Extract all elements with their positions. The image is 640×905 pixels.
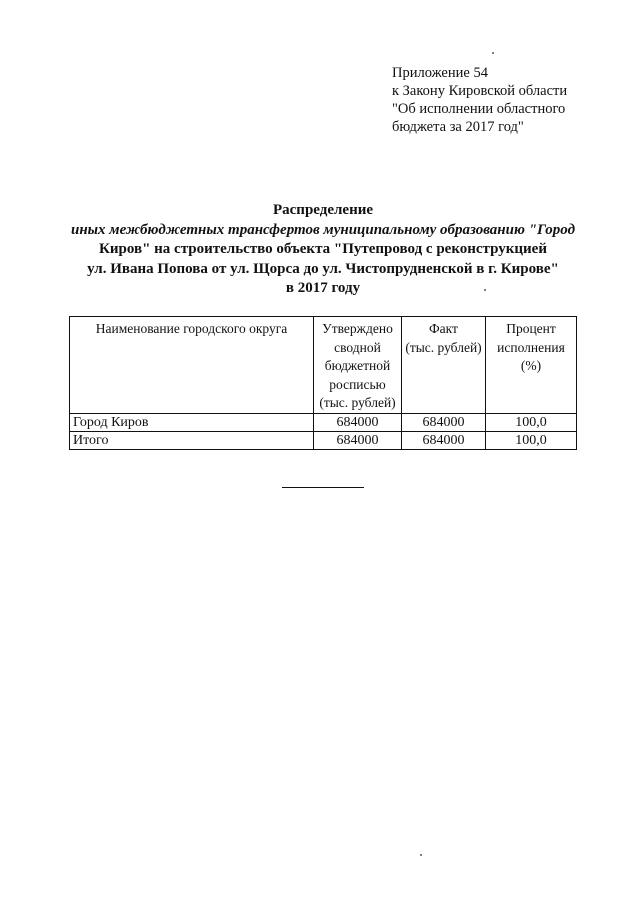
- scan-speck: [492, 52, 494, 54]
- cell-approved: 684000: [314, 413, 402, 431]
- header-fact: Факт (тыс. рублей): [402, 317, 486, 414]
- appendix-number: Приложение 54: [392, 65, 488, 81]
- title-line-4: ул. Ивана Попова от ул. Щорса до ул. Чистопрудненской в г. Кирове": [87, 260, 559, 277]
- table-header-row: [70, 317, 577, 414]
- header-percent: Процент исполнения (%): [486, 317, 577, 414]
- title-line-5: в 2017 году: [285, 280, 361, 296]
- scan-speck: [420, 854, 422, 856]
- cell-name: Город Киров: [70, 413, 314, 431]
- scan-speck: [484, 289, 486, 291]
- table-row: [70, 413, 577, 431]
- header-approved: Утверждено сводной бюджетной росписью (тыс. рублей): [314, 317, 402, 414]
- cell-percent: 100,0: [486, 413, 577, 431]
- cell-percent: 100,0: [486, 431, 577, 449]
- table-total-row: [70, 431, 577, 449]
- document-title: [40, 201, 606, 299]
- cell-approved: 684000: [314, 431, 402, 449]
- header-district-name: Наименование городского округа: [70, 317, 314, 414]
- distribution-table: [69, 316, 577, 450]
- appendix-header: [392, 64, 632, 136]
- cell-name: Итого: [70, 431, 314, 449]
- title-line-2: иных межбюджетных трансфертов муниципальному образованию "Город: [70, 221, 576, 238]
- title-line-1: Распределение: [272, 202, 374, 218]
- cell-fact: 684000: [402, 431, 486, 449]
- appendix-law-title-1: "Об исполнении областного: [392, 101, 566, 117]
- separator-line: [282, 487, 364, 488]
- cell-fact: 684000: [402, 413, 486, 431]
- appendix-law-ref: к Закону Кировской области: [392, 83, 568, 99]
- appendix-law-title-2: бюджета за 2017 год": [392, 119, 524, 135]
- title-line-3: Киров" на строительство объекта "Путепровод с реконструкцией: [99, 241, 547, 257]
